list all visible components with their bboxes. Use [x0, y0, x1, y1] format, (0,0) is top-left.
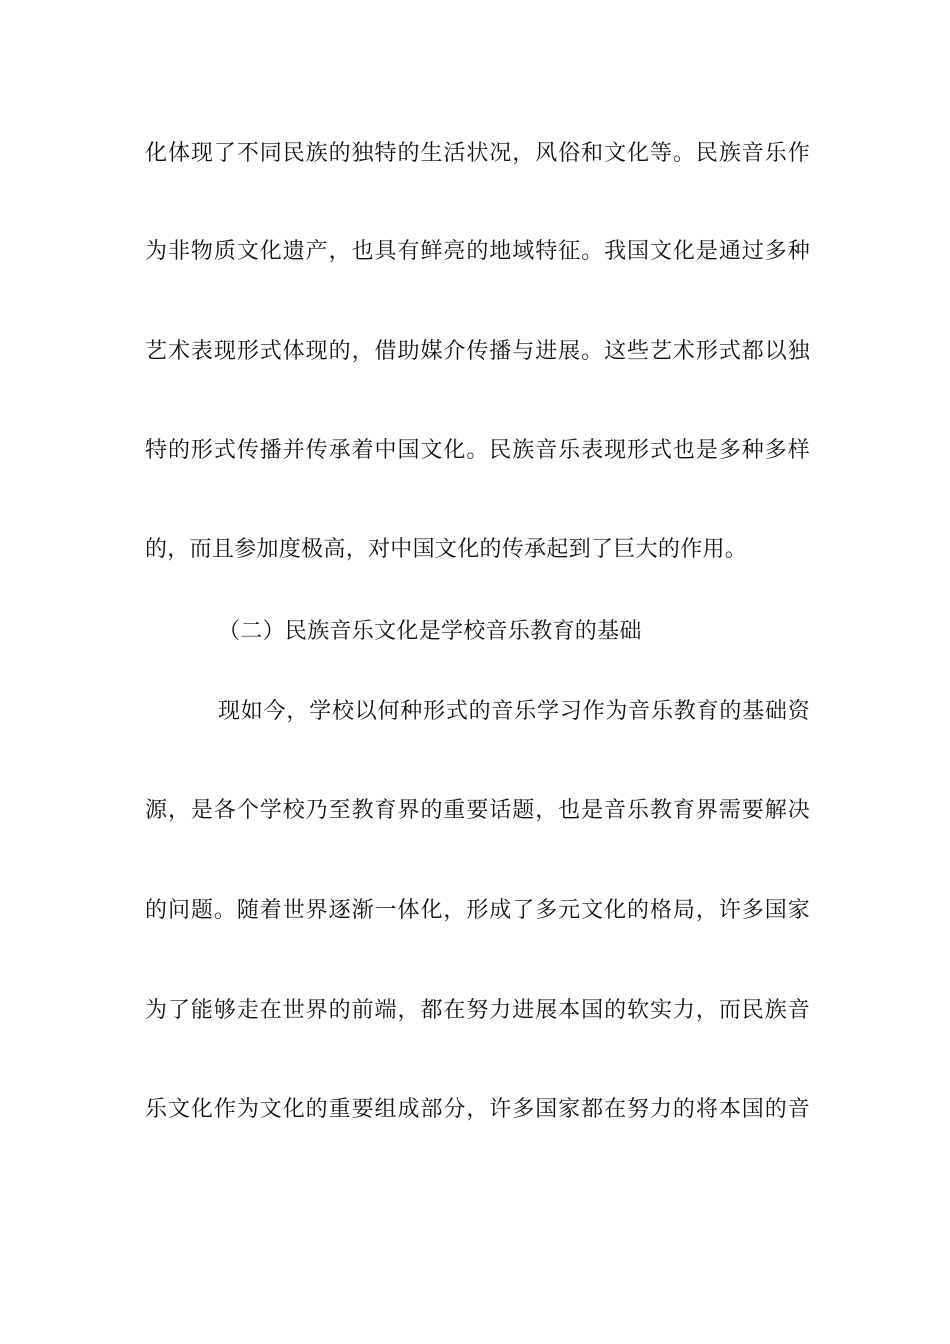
section-heading: （二）民族音乐文化是学校音乐教育的基础 [218, 619, 642, 644]
paragraph-1-line-5: 的，而且参加度极高，对中国文化的传承起到了巨大的作用。 [145, 537, 748, 562]
paragraph-2-line-1: 现如今，学校以何种形式的音乐学习作为音乐教育的基础资 [218, 699, 810, 724]
paragraph-2-line-5: 乐文化作为文化的重要组成部分，许多国家都在努力的将本国的音 [145, 1097, 810, 1122]
paragraph-1-line-4: 特的形式传播并传承着中国文化。民族音乐表现形式也是多种多样 [145, 438, 810, 463]
paragraph-1-line-1: 化体现了不同民族的独特的生活状况，风俗和文化等。民族音乐作 [145, 141, 810, 166]
paragraph-2-line-2: 源，是各个学校乃至教育界的重要话题，也是音乐教育界需要解决 [145, 798, 810, 823]
paragraph-2-line-4: 为了能够走在世界的前端，都在努力进展本国的软实力，而民族音 [145, 998, 810, 1023]
paragraph-1-line-3: 艺术表现形式体现的，借助媒介传播与进展。这些艺术形式都以独 [145, 339, 810, 364]
paragraph-2-line-3: 的问题。随着世界逐渐一体化，形成了多元文化的格局，许多国家 [145, 898, 810, 923]
paragraph-1-line-2: 为非物质文化遗产，也具有鲜亮的地域特征。我国文化是通过多种 [145, 239, 810, 264]
